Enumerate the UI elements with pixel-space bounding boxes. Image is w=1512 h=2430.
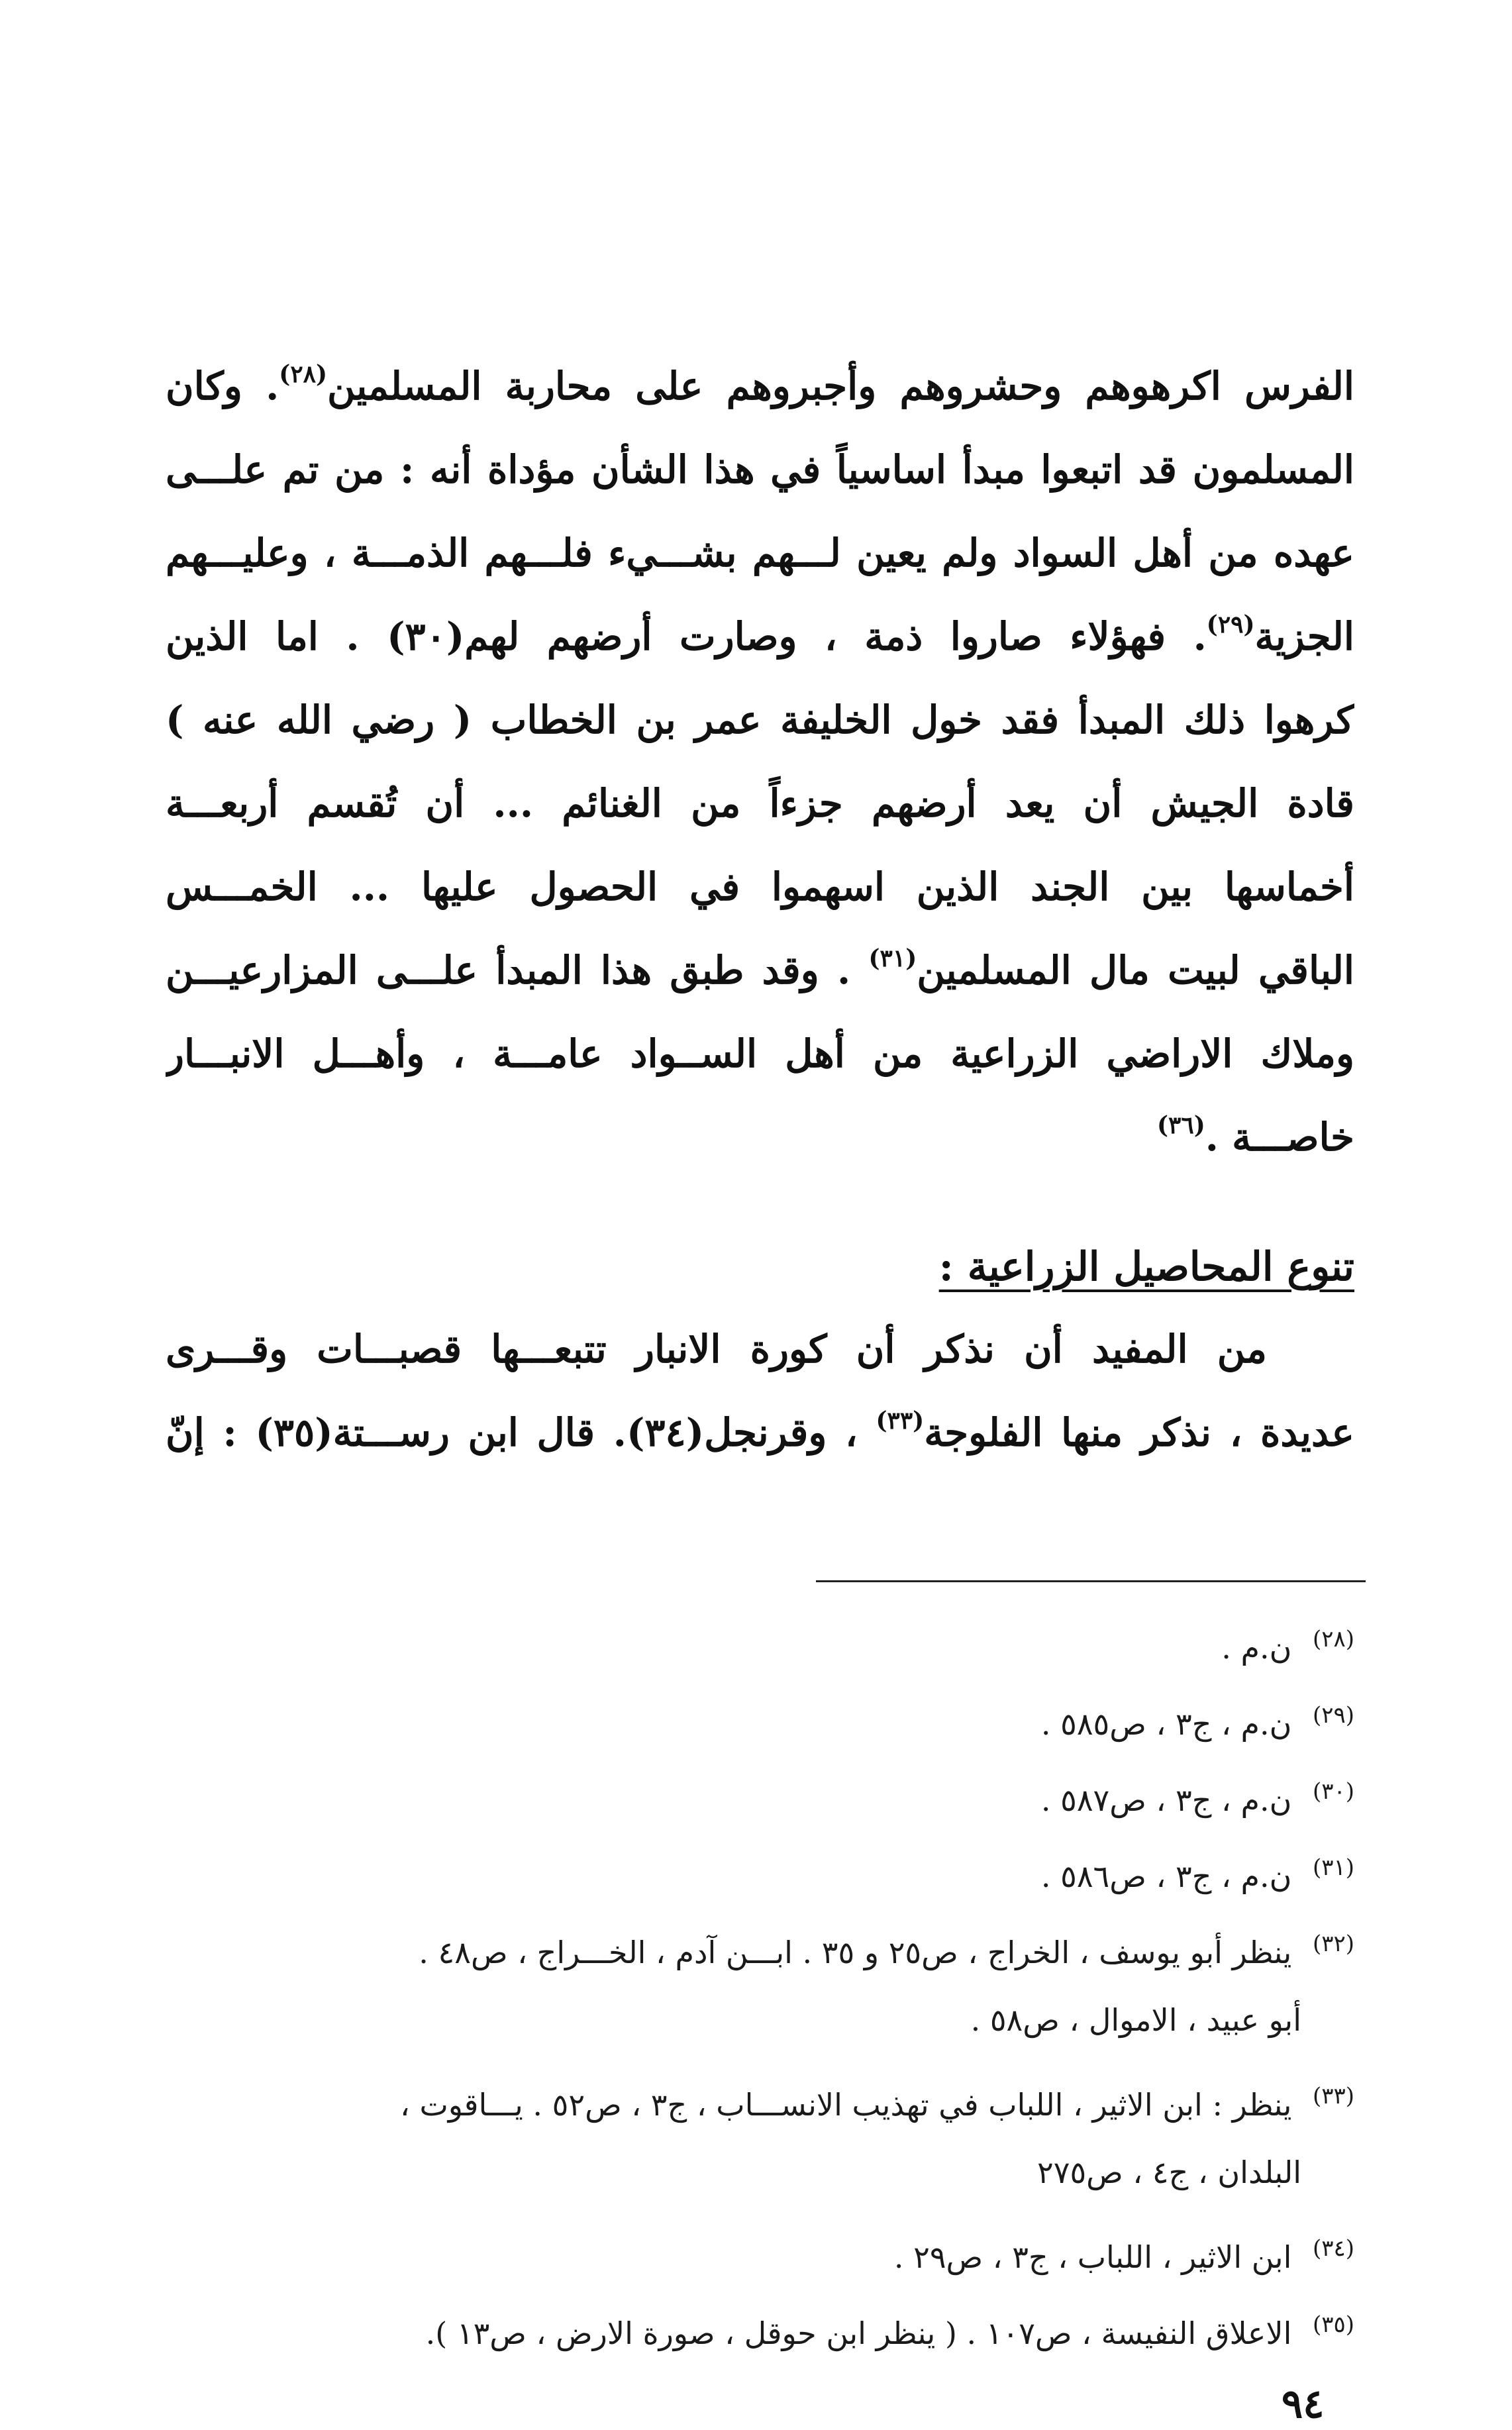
footnote-32-continued: أبو عبيد ، الاموال ، ص٥٨ . <box>970 2002 1301 2038</box>
body-line-7: أخماسها بين الجند الذين اسهموا في الحصول عليها ... الخمـــس <box>166 864 1354 909</box>
section-line-2: عديدة ، نذكر منها الفلوجة$^{(٣٣)}$ ، وقرنجل(٣٤). قال ابن رســـتة(٣٥) : إنّ <box>166 1407 1354 1455</box>
section-heading: تنوع المحاصيل الزراعية : <box>938 1244 1354 1290</box>
footnote-34: (٣٤) ابن الاثير ، اللباب ، ج٣ ، ص٢٩ . <box>893 2235 1354 2275</box>
footnote-28: (٢٨) ن.م . <box>1221 1626 1354 1666</box>
page-number: ٩٤ <box>1282 2381 1325 2427</box>
body-line-3: عهده من أهل السواد ولم يعين لـــهم بشـــيء فلـــهم الذمـــة ، وعليـــهم <box>166 531 1354 576</box>
body-line-4: الجزية$^{(٢٩)}$. فهؤلاء صاروا ذمة ، وصارت أرضهم لهم(٣٠) . اما الذين <box>166 611 1354 659</box>
body-line-9: وملاك الاراضي الزراعية من أهل الســواد عامـــة ، وأهـــل الانبـــار <box>166 1031 1354 1076</box>
body-line-2: المسلمون قد اتبعوا مبدأ اساسياً في هذا الشأن مؤداة أنه : من تم علـــى <box>166 447 1354 492</box>
footnote-33-continued: البلدان ، ج٤ ، ص٢٧٥ <box>1037 2154 1301 2190</box>
footnote-31: (٣١) ن.م ، ج٣ ، ص٥٨٦ . <box>1040 1854 1354 1894</box>
body-line-5: كرهوا ذلك المبدأ فقد خول الخليفة عمر بن الخطاب ( رضي الله عنه ) <box>166 697 1354 742</box>
body-line-10: خاصـــة .$^{(٣٦)}$ <box>1157 1111 1354 1160</box>
body-line-8: الباقي لبيت مال المسلمين$^{(٣١)}$ . وقد طبق هذا المبدأ علـــى المزارعيـــن <box>166 944 1354 993</box>
body-line-6: قادة الجيش أن يعد أرضهم جزءاً من الغنائم ... أن تُقسم أربعـــة <box>166 781 1354 826</box>
footnote-separator <box>816 1580 1366 1582</box>
footnote-30: (٣٠) ن.م ، ج٣ ، ص٥٨٧ . <box>1040 1778 1354 1818</box>
section-line-1: من المفيد أن نذكر أن كورة الانبار تتبعـــها قصبـــات وقـــرى <box>166 1327 1267 1372</box>
footnote-35: (٣٥) الاعلاق النفيسة ، ص١٠٧ . ( ينظر ابن حوقل ، صورة الارض ، ص١٣ ). <box>425 2311 1354 2351</box>
footnote-32: (٣٢) ينظر أبو يوسف ، الخراج ، ص٢٥ و ٣٥ . ابـــن آدم ، الخـــراج ، ص٤٨ . <box>419 1931 1354 1970</box>
body-line-1: الفرس اكرهوهم وحشروهم وأجبروهم على محاربة المسلمين$^{(٢٨)}$. وكان <box>166 360 1354 409</box>
footnote-29: (٢٩) ن.م ، ج٣ ، ص٥٨٥ . <box>1040 1702 1354 1742</box>
footnote-33: (٣٣) ينظر : ابن الاثير ، اللباب في تهذيب الانســـاب ، ج٣ ، ص٥٢ . يـــاقوت ، <box>400 2083 1354 2123</box>
